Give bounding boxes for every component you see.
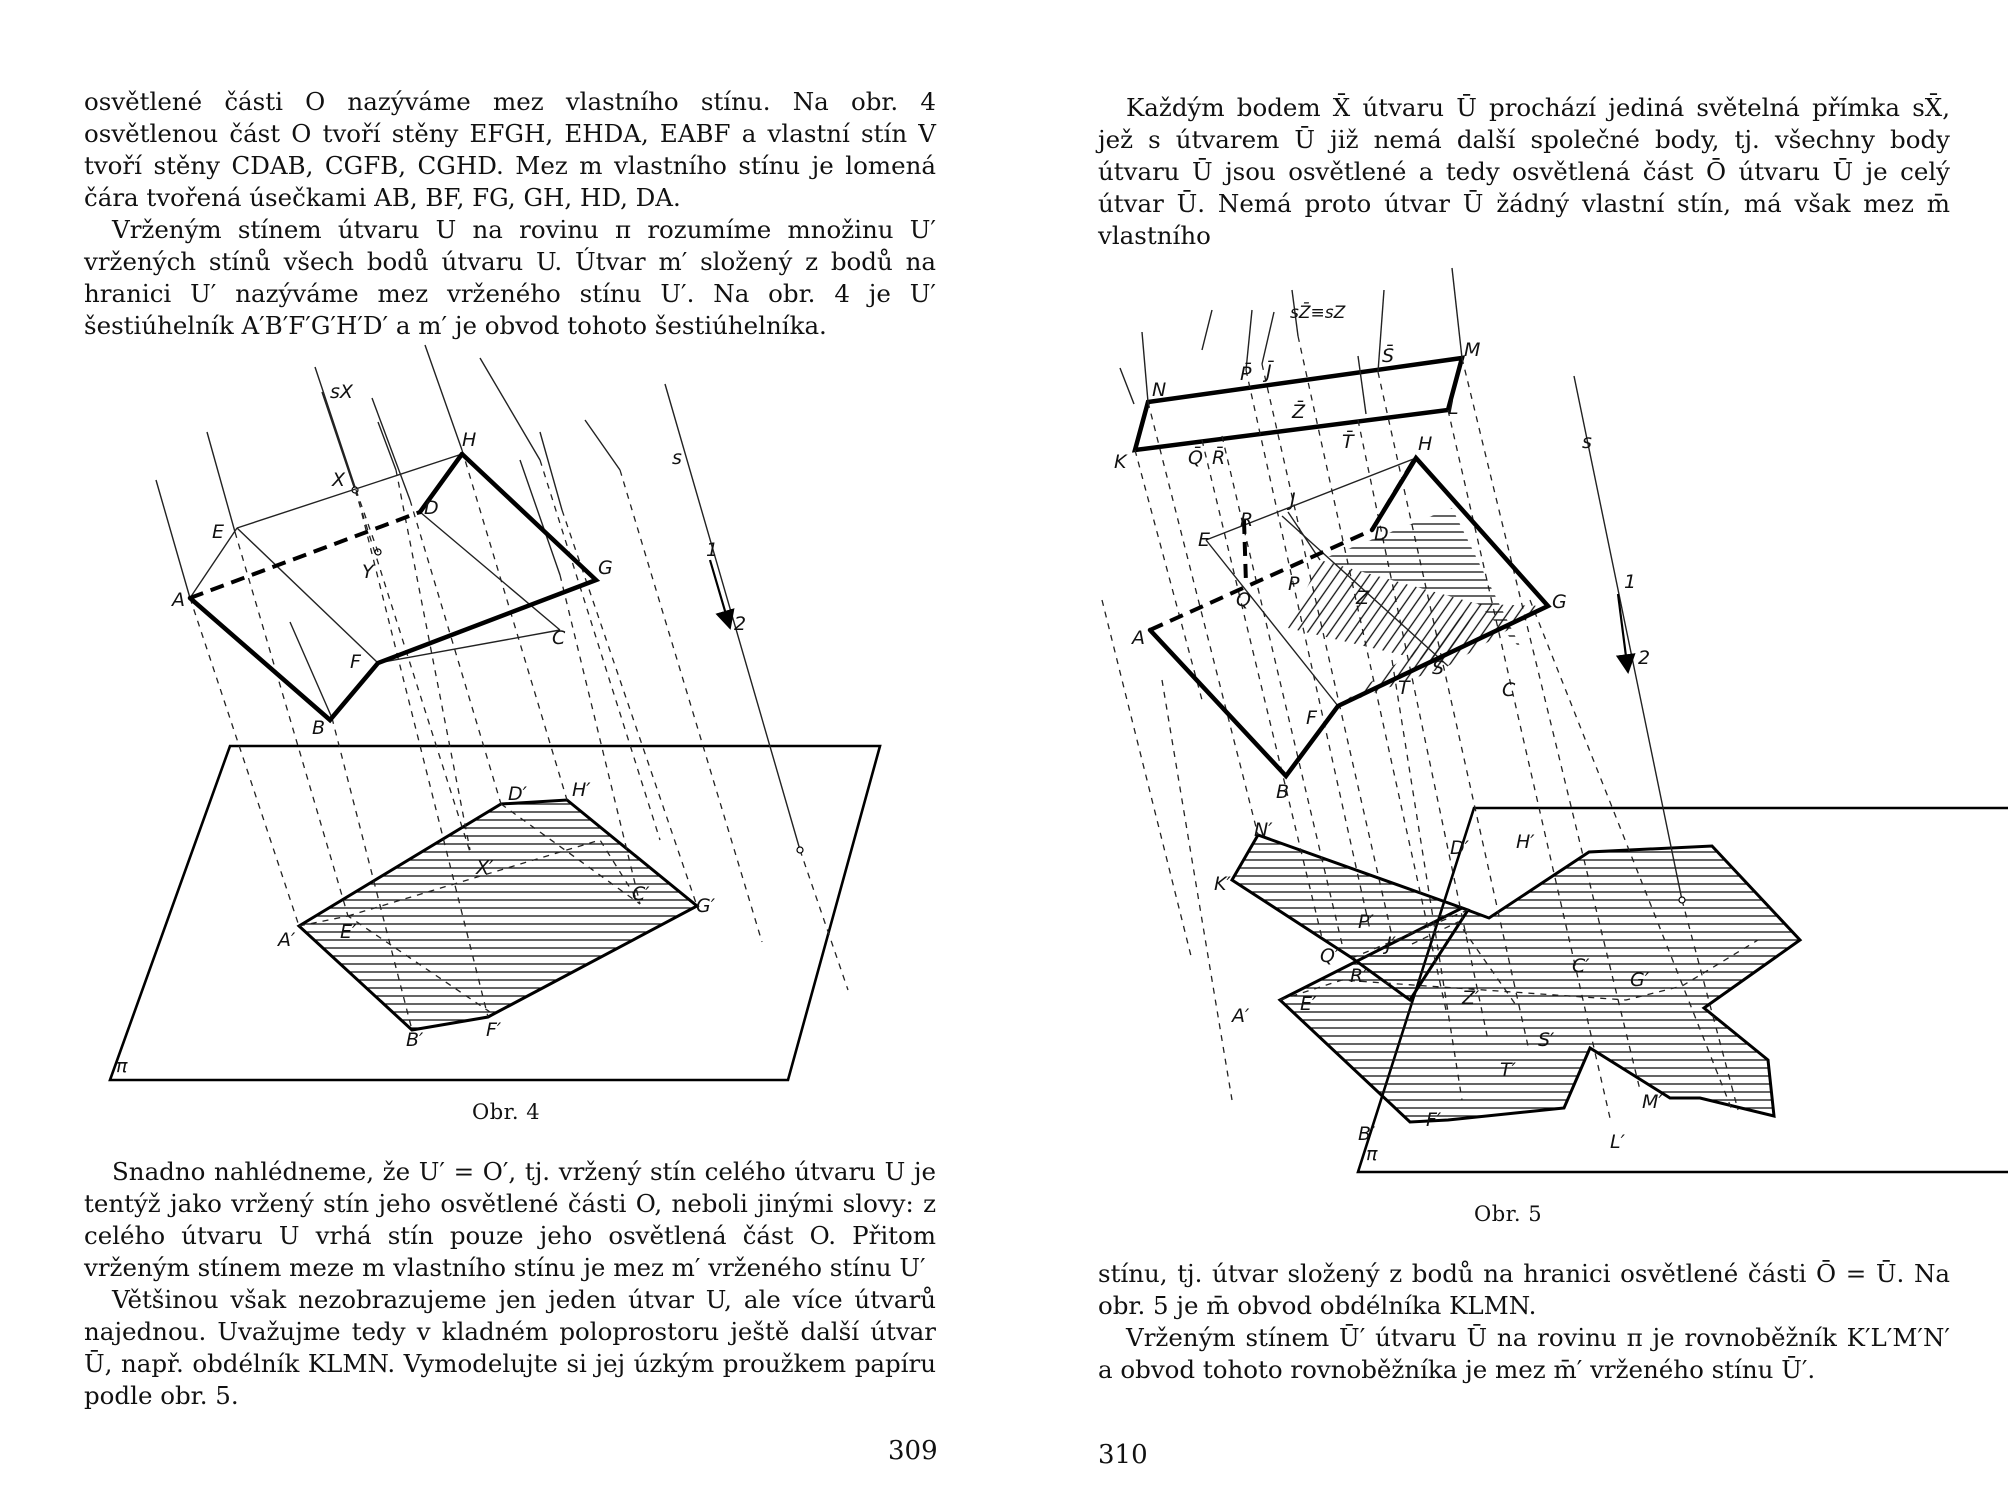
label-D: D (1374, 523, 1389, 545)
label-P-box: P (1288, 573, 1300, 595)
label-H: H (1418, 433, 1433, 455)
left-paragraph-2: Vrženým stínem útvaru U na rovinu π rozumíme množinu U′ vržených stínů všech bodů útvaru U. Útvar m′ složený z bodů na hranici U′ nazýváme mez vrženého stínu U′. Na obr. 4 je U′ šestiúhelník A′B′F′G′H′D′ a m′ je obvod tohoto šestiúhelníka. (84, 215, 936, 340)
label-L: L (1448, 397, 1459, 419)
label-T-box: T (1398, 677, 1410, 699)
right-page (1004, 0, 2008, 1501)
label-Fq: F′ (1426, 1109, 1442, 1131)
label-pi: π (116, 1055, 128, 1077)
label-Kq: K′ (1214, 873, 1231, 895)
label-Eq: E′ (1300, 993, 1317, 1015)
label-Qq: Q′ (1320, 945, 1340, 967)
label-H: H (462, 429, 477, 451)
label-2: 2 (734, 613, 747, 635)
label-Dp: D′ (508, 783, 527, 805)
label-1: 1 (1624, 571, 1637, 593)
label-Bp: B′ (406, 1029, 424, 1051)
label-Q-box: Q (1236, 589, 1251, 611)
label-A: A (1132, 627, 1145, 649)
left-paragraph-1: osvětlené části O nazýváme mez vlastního stínu. Na obr. 4 osvětlenou část O tvoří stěny EFGH, EHDA, EABF a vlastní stín V tvoří stěny CDAB, CGFB, CGHD. Mez m vlastního stínu je lomená čára tvořená úsečkami AB, BF, FG, GH, HD, DA. (84, 87, 936, 212)
label-P: P̄ (1240, 363, 1252, 385)
label-Xp: X′ (476, 857, 494, 879)
label-N: N (1152, 379, 1167, 401)
label-C: C (552, 627, 566, 649)
label-Dq: D′ (1450, 837, 1469, 859)
label-R: R̄ (1212, 447, 1226, 469)
label-Ep: E′ (340, 921, 357, 943)
label-Nq: N′ (1254, 819, 1273, 841)
label-Fp: F′ (486, 1019, 502, 1041)
label-E: E (212, 521, 225, 543)
label-S-box: S (1432, 657, 1445, 679)
label-B: B (312, 717, 326, 739)
left-paragraph-4: Většinou však nezobrazujeme jen jeden útvar U, ale více útvarů najednou. Uvažujme tedy v kladném poloprostoru ještě další útvar Ū, např. obdélník KLMN. Vymodelujte si jej úzkým proužkem papíru podle obr. 5. (84, 1285, 936, 1410)
label-Pq: P′ (1358, 911, 1374, 933)
label-Gq: G′ (1630, 969, 1650, 991)
label-Tq: T′ (1500, 1059, 1516, 1081)
label-Gp: G′ (696, 895, 716, 917)
page-number-right: 310 (1098, 1440, 1148, 1470)
cast-shadow-hexagon (299, 800, 697, 1030)
label-Cq: C′ (1572, 955, 1590, 977)
label-G: G (598, 557, 613, 579)
label-F: F (1306, 707, 1317, 729)
label-X: X (332, 469, 346, 491)
label-sx: sX (330, 381, 353, 403)
label-Bq: B′ (1358, 1123, 1376, 1145)
label-1: 1 (706, 539, 719, 561)
figure-4-caption: Obr. 4 (472, 1100, 541, 1124)
label-Z-box: Z (1356, 587, 1370, 609)
label-B: B (1276, 781, 1290, 803)
label-Lq: L′ (1610, 1131, 1625, 1153)
page-number-left: 309 (888, 1436, 938, 1466)
right-paragraph-2: stínu, tj. útvar složený z bodů na hranici osvětlené části Ō = Ū. Na obr. 5 je m̄ obvod obdélníka KLMN. (1098, 1259, 1950, 1320)
label-S: S̄ (1382, 345, 1395, 367)
label-Ap: A′ (278, 929, 296, 951)
label-C: C (1502, 679, 1516, 701)
label-M: M (1464, 339, 1481, 361)
label-Jq: J′ (1386, 933, 1396, 955)
label-Zq: Z′ (1462, 987, 1480, 1009)
label-R-box: R (1240, 509, 1254, 531)
label-J: J̄ (1266, 361, 1272, 383)
label-s: s (672, 447, 682, 469)
label-pi: π (1366, 1143, 1378, 1165)
box-obr-5 (1150, 458, 1548, 776)
right-paragraph-3: Vrženým stínem Ū′ útvaru Ū na rovinu π je rovnoběžník K′L′M′N′ a obvod tohoto rovnoběžníka je mez m̄′ vrženého stínu Ū′. (1098, 1323, 1950, 1384)
figure-5-caption: Obr. 5 (1474, 1202, 1543, 1226)
label-Cp: C′ (632, 883, 650, 905)
label-s: s (1582, 431, 1592, 453)
label-Sq: S′ (1538, 1029, 1555, 1051)
label-F: F (350, 651, 361, 673)
label-A: A (172, 589, 185, 611)
right-paragraph-1: Každým bodem X̄ útvaru Ū prochází jediná světelná přímka sX̄, jež s útvarem Ū již nemá další společné body, tj. všechny body útvaru Ū jsou osvětlené a tedy osvětlená část Ō útvaru Ū je celý útvar Ū. Nemá proto útvar Ū žádný vlastní stín, má však mez m̄ vlastního (1098, 93, 1950, 250)
label-Rq: R′ (1350, 965, 1368, 987)
label-Y: Y (362, 561, 374, 583)
label-K: K (1114, 451, 1127, 473)
label-Q: Q̄ (1188, 447, 1203, 469)
label-E: E (1198, 529, 1211, 551)
left-paragraph-3: Snadno nahlédneme, že U′ = O′, tj. vržený stín celého útvaru U je tentýž jako vržený stín jeho osvětlené části O, neboli jinými slovy: z celého útvaru U vrhá stín pouze jeho osvětlená část O. Přitom vrženým stínem meze m vlastního stínu je mez m′ vrženého stínu U′ (84, 1157, 936, 1282)
label-D: D (424, 497, 439, 519)
label-Z: Z̄ (1292, 401, 1306, 423)
label-Hq: H′ (1516, 831, 1535, 853)
box-obr-4 (190, 454, 596, 720)
label-T: T̄ (1342, 431, 1354, 453)
label-sZ: sZ̄≡sZ (1290, 303, 1346, 323)
label-J-box: J (1290, 489, 1296, 511)
label-Aq: A′ (1232, 1005, 1250, 1027)
label-2: 2 (1638, 647, 1651, 669)
label-Mq: M′ (1642, 1091, 1663, 1113)
label-G: G (1552, 591, 1567, 613)
label-Hp: H′ (572, 779, 591, 801)
